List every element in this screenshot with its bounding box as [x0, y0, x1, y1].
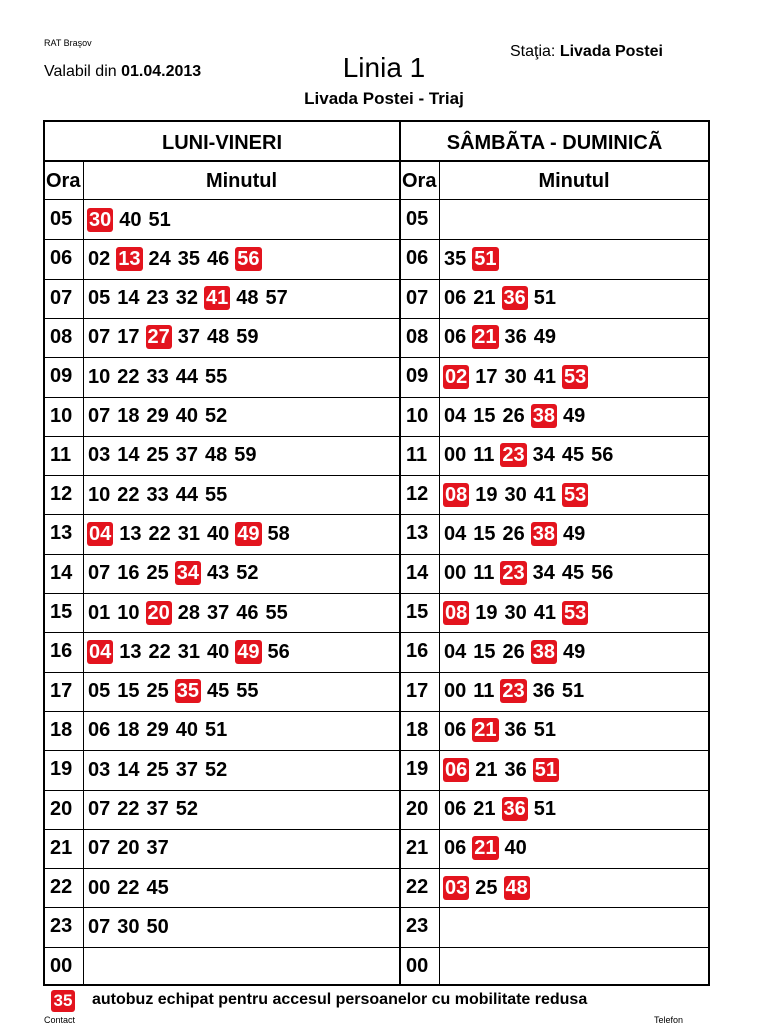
departure-minute-accessible: 21 — [474, 837, 497, 860]
minutes-cell — [440, 397, 708, 436]
departure-minute-accessible: 21 — [474, 719, 497, 742]
day-header-weekend: SÂMBÃTA - DUMINICÃ — [446, 132, 663, 154]
hour-cell: 11 — [50, 443, 72, 466]
hour-cell: 00 — [50, 954, 73, 977]
departure-minute-accessible: 13 — [118, 247, 141, 270]
departure-minute: 49 — [533, 326, 556, 349]
departure-minute-accessible: 53 — [564, 483, 587, 506]
departure-minute: 48 — [207, 326, 230, 349]
hour-cell: 06 — [50, 247, 73, 270]
hour-cell: 16 — [50, 640, 73, 663]
minute-column-header: Minutul — [205, 170, 278, 192]
departure-minute: 21 — [473, 798, 496, 820]
hour-cell: 00 — [406, 954, 429, 977]
departure-minute: 03 — [88, 444, 111, 467]
departure-minute: 11 — [473, 444, 495, 467]
departure-minute: 46 — [207, 247, 230, 270]
departure-minute: 51 — [148, 208, 171, 231]
departure-minute: 23 — [146, 287, 169, 310]
departure-minute-accessible: 38 — [532, 640, 555, 663]
minutes-cell — [440, 711, 708, 750]
departure-minute: 45 — [561, 444, 585, 467]
departure-minute: 55 — [265, 601, 288, 624]
hour-cell: 05 — [50, 208, 73, 230]
hour-cell: 05 — [406, 208, 429, 230]
hour-cell: 18 — [50, 718, 73, 741]
hour-cell: 13 — [406, 522, 429, 545]
departure-minute: 40 — [175, 405, 198, 427]
departure-minute: 33 — [146, 483, 169, 506]
departure-minute-accessible: 34 — [176, 562, 199, 585]
minutes-cell — [440, 829, 708, 868]
departure-minute-accessible: 06 — [445, 758, 468, 781]
departure-minute-accessible: 23 — [502, 562, 525, 585]
departure-minute: 14 — [117, 287, 140, 310]
hour-cell: 07 — [50, 286, 73, 309]
minutes-cell — [84, 318, 399, 357]
hour-cell: 19 — [406, 758, 429, 781]
departure-minute: 51 — [533, 798, 556, 820]
minutes-cell — [440, 318, 708, 357]
departure-minute: 18 — [117, 405, 140, 427]
hour-cell: 14 — [50, 561, 73, 584]
departure-minute-accessible: 51 — [474, 247, 497, 270]
departure-minute: 35 — [177, 247, 200, 270]
hour-cell: 14 — [406, 561, 429, 584]
minutes-cell — [440, 632, 708, 671]
minutes-cell — [440, 907, 708, 946]
minutes-cell — [84, 868, 399, 907]
departure-minute: 06 — [88, 719, 111, 742]
departure-minute: 58 — [267, 522, 290, 545]
departure-minute: 22 — [117, 483, 140, 506]
minutes-cell — [440, 947, 708, 986]
departure-minute: 20 — [117, 837, 140, 860]
departure-minute: 35 — [444, 247, 467, 270]
minutes-cell — [84, 475, 399, 514]
departure-minute: 06 — [444, 287, 467, 310]
departure-minute: 19 — [475, 483, 498, 506]
departure-minute: 06 — [444, 719, 467, 742]
hour-cell: 10 — [50, 404, 73, 427]
departure-minute-accessible: 23 — [502, 680, 525, 703]
stop-name: Livada Postei — [559, 43, 663, 60]
departure-minute: 17 — [117, 326, 140, 349]
minute-column-header: Minutul — [538, 170, 610, 192]
hour-cell: 21 — [50, 836, 73, 859]
departure-minute: 44 — [175, 365, 198, 388]
departure-minute: 29 — [146, 719, 169, 742]
departure-minute-accessible: 36 — [503, 287, 526, 310]
departure-minute: 40 — [119, 208, 142, 231]
minutes-cell — [440, 868, 708, 907]
departure-minute: 25 — [146, 758, 169, 781]
validity-date: 01.04.2013 — [121, 63, 202, 80]
stop-line — [510, 43, 663, 61]
hour-cell: 10 — [406, 404, 429, 427]
minutes-cell — [84, 239, 399, 278]
hour-cell: 20 — [50, 797, 73, 820]
departure-minute-accessible: 49 — [237, 640, 260, 663]
departure-minute-accessible: 38 — [532, 405, 555, 427]
minutes-cell — [84, 947, 399, 986]
departure-minute: 07 — [88, 562, 111, 585]
minutes-cell — [440, 200, 708, 239]
departure-minute: 24 — [148, 247, 171, 270]
minutes-cell — [440, 239, 708, 278]
departure-minute: 30 — [117, 915, 140, 938]
departure-minute: 07 — [88, 326, 111, 349]
hour-cell: 08 — [50, 325, 73, 348]
hour-cell: 12 — [50, 483, 73, 506]
departure-minute: 33 — [146, 365, 169, 388]
departure-minute-accessible: 53 — [564, 365, 587, 388]
departure-minute: 49 — [563, 640, 586, 663]
departure-minute: 41 — [533, 365, 556, 388]
minutes-cell — [440, 357, 708, 396]
departure-minute: 17 — [475, 365, 498, 388]
departure-minute: 37 — [207, 601, 230, 624]
departure-minute: 52 — [175, 798, 198, 820]
departure-minute-accessible: 38 — [532, 522, 555, 545]
minutes-cell — [84, 357, 399, 396]
departure-minute: 36 — [532, 680, 555, 703]
hour-cell: 18 — [406, 718, 429, 741]
minutes-cell — [84, 672, 399, 711]
departure-minute: 06 — [444, 837, 467, 860]
departure-minute-accessible: 27 — [147, 326, 170, 349]
departure-minute: 51 — [205, 719, 228, 742]
hour-cell: 07 — [406, 286, 429, 309]
minutes-cell — [84, 907, 399, 946]
departure-minute: 15 — [117, 680, 140, 703]
line-title: Linia 1 — [342, 52, 426, 83]
departure-minute: 32 — [175, 287, 198, 310]
footer-phone: Telefon — [654, 1015, 684, 1025]
departure-minute: 28 — [177, 601, 200, 624]
departure-minute-accessible: 48 — [505, 876, 528, 899]
departure-minute: 51 — [561, 680, 585, 703]
departure-minute: 21 — [473, 287, 496, 310]
departure-minute: 22 — [117, 365, 140, 388]
departure-minute: 56 — [267, 640, 290, 663]
departure-minute: 16 — [117, 562, 140, 585]
departure-minute: 41 — [533, 601, 556, 624]
departure-minute: 45 — [207, 680, 230, 703]
departure-minute: 10 — [117, 601, 140, 624]
departure-minute: 15 — [473, 640, 496, 663]
timetable-grid — [43, 120, 710, 986]
departure-minute-accessible: 04 — [89, 522, 112, 545]
departure-minute: 50 — [146, 915, 169, 938]
departure-minute: 43 — [207, 562, 230, 585]
departure-minute: 25 — [146, 444, 169, 467]
departure-minute: 15 — [473, 405, 496, 427]
departure-minute: 00 — [444, 562, 467, 585]
departure-minute: 26 — [502, 640, 525, 663]
departure-minute: 22 — [148, 640, 171, 663]
hour-cell: 15 — [406, 601, 429, 623]
departure-minute: 00 — [88, 876, 111, 899]
minutes-cell — [84, 279, 399, 318]
departure-minute: 15 — [473, 522, 496, 545]
hour-cell: 06 — [406, 247, 429, 270]
hour-column-header: Ora — [402, 170, 437, 192]
departure-minute: 05 — [88, 287, 111, 310]
departure-minute: 14 — [117, 444, 140, 467]
departure-minute: 57 — [265, 287, 288, 310]
departure-minute: 30 — [504, 483, 527, 506]
legend-text: autobuz echipat pentru accesul persoanelor cu mobilitate redusa — [92, 991, 588, 1008]
departure-minute: 40 — [207, 640, 230, 663]
minutes-cell — [440, 436, 708, 475]
departure-minute-accessible: 51 — [534, 758, 557, 781]
departure-minute: 05 — [88, 680, 111, 703]
minutes-cell — [84, 790, 399, 829]
hour-cell: 09 — [50, 365, 73, 388]
departure-minute: 13 — [119, 522, 142, 545]
departure-minute: 59 — [236, 326, 259, 349]
departure-minute: 26 — [502, 522, 525, 545]
hour-cell: 23 — [50, 915, 73, 938]
departure-minute: 41 — [533, 483, 556, 506]
departure-minute: 37 — [177, 326, 200, 349]
departure-minute-accessible: 23 — [502, 444, 525, 467]
departure-minute: 40 — [504, 837, 527, 860]
minutes-cell — [84, 436, 399, 475]
minutes-cell — [84, 829, 399, 868]
legend-accessible-badge: 35 — [51, 990, 75, 1012]
departure-minute-accessible: 56 — [237, 247, 260, 270]
departure-minute: 59 — [234, 444, 257, 467]
departure-minute: 46 — [236, 601, 259, 624]
departure-minute: 04 — [444, 522, 467, 545]
departure-minute: 04 — [444, 640, 467, 663]
departure-minute-accessible: 36 — [503, 798, 526, 820]
hour-cell: 08 — [406, 325, 429, 348]
hour-cell: 22 — [406, 876, 429, 899]
departure-minute: 56 — [591, 562, 614, 585]
stop-label: Staţia: — [510, 43, 560, 60]
departure-minute: 37 — [175, 758, 198, 781]
validity-prefix: Valabil din — [44, 63, 122, 80]
departure-minute: 07 — [88, 837, 111, 860]
departure-minute: 10 — [88, 483, 111, 506]
departure-minute: 10 — [88, 365, 111, 388]
departure-minute: 14 — [117, 758, 140, 781]
departure-minute: 49 — [563, 522, 586, 545]
minutes-cell — [84, 397, 399, 436]
departure-minute: 55 — [205, 365, 228, 388]
departure-minute: 19 — [475, 601, 498, 624]
hour-cell: 19 — [50, 758, 73, 781]
departure-minute: 49 — [563, 405, 586, 427]
minutes-cell — [84, 593, 399, 632]
minutes-cell — [84, 632, 399, 671]
departure-minute: 37 — [175, 444, 198, 467]
departure-minute: 25 — [475, 876, 498, 899]
departure-minute-accessible: 35 — [176, 680, 199, 703]
departure-minute: 25 — [146, 680, 169, 703]
minutes-cell — [440, 672, 708, 711]
departure-minute-accessible: 02 — [445, 365, 468, 388]
organization-name: RAT Braşov — [44, 38, 92, 48]
hour-cell: 17 — [50, 679, 73, 702]
minutes-cell — [440, 279, 708, 318]
minutes-cell — [440, 475, 708, 514]
hour-column-header: Ora — [46, 170, 81, 192]
departure-minute: 00 — [444, 444, 467, 467]
departure-minute-accessible: 08 — [445, 483, 468, 506]
minutes-cell — [84, 514, 399, 553]
departure-minute: 31 — [177, 640, 200, 663]
departure-minute-accessible: 04 — [89, 640, 112, 663]
departure-minute: 25 — [146, 562, 169, 585]
departure-minute: 45 — [561, 562, 585, 585]
hour-cell: 17 — [406, 679, 429, 702]
departure-minute-accessible: 08 — [445, 601, 468, 624]
departure-minute: 13 — [119, 640, 142, 663]
departure-minute: 01 — [88, 601, 111, 624]
departure-minute: 34 — [532, 562, 555, 585]
departure-minute: 11 — [473, 680, 495, 703]
minutes-cell — [440, 790, 708, 829]
hour-cell: 09 — [406, 365, 429, 388]
departure-minute: 40 — [175, 719, 198, 742]
departure-minute: 45 — [146, 876, 169, 899]
departure-minute: 51 — [533, 719, 556, 742]
departure-minute-accessible: 03 — [445, 876, 468, 899]
minutes-cell — [84, 711, 399, 750]
minutes-cell — [84, 554, 399, 593]
route-name: Livada Postei - Triaj — [304, 89, 464, 108]
hour-cell: 20 — [406, 797, 429, 820]
departure-minute: 11 — [473, 562, 495, 585]
departure-minute: 52 — [236, 562, 259, 585]
departure-minute: 48 — [205, 444, 228, 467]
minutes-cell — [440, 593, 708, 632]
departure-minute-accessible: 21 — [474, 326, 497, 349]
departure-minute: 30 — [504, 601, 527, 624]
departure-minute: 55 — [236, 680, 259, 703]
minutes-cell — [84, 750, 399, 789]
departure-minute: 06 — [444, 798, 467, 820]
departure-minute: 22 — [117, 798, 140, 820]
departure-minute: 44 — [175, 483, 198, 506]
departure-minute: 22 — [117, 876, 140, 899]
departure-minute: 22 — [148, 522, 171, 545]
departure-minute: 36 — [504, 758, 527, 781]
departure-minute: 21 — [475, 758, 498, 781]
hour-cell: 13 — [50, 522, 73, 545]
departure-minute: 52 — [205, 405, 228, 427]
departure-minute-accessible: 30 — [89, 208, 112, 231]
minutes-cell — [440, 514, 708, 553]
departure-minute-accessible: 41 — [206, 287, 229, 310]
day-header-weekdays: LUNI-VINERI — [162, 132, 282, 154]
hour-cell: 11 — [406, 443, 428, 466]
departure-minute: 36 — [504, 719, 527, 742]
hour-cell: 15 — [50, 601, 73, 623]
departure-minute-accessible: 53 — [564, 601, 587, 624]
departure-minute: 36 — [504, 326, 527, 349]
hour-cell: 16 — [406, 640, 429, 663]
departure-minute: 03 — [88, 758, 111, 781]
departure-minute-accessible: 49 — [237, 522, 260, 545]
departure-minute: 31 — [177, 522, 200, 545]
departure-minute: 07 — [88, 915, 111, 938]
departure-minute: 00 — [444, 680, 467, 703]
departure-minute: 37 — [146, 837, 169, 860]
departure-minute: 18 — [117, 719, 140, 742]
departure-minute: 52 — [205, 758, 228, 781]
departure-minute: 30 — [504, 365, 527, 388]
departure-minute: 04 — [444, 405, 467, 427]
departure-minute: 51 — [533, 287, 556, 310]
minutes-cell — [440, 750, 708, 789]
hour-cell: 23 — [406, 915, 429, 938]
departure-minute: 06 — [444, 326, 467, 349]
departure-minute: 37 — [146, 798, 169, 820]
departure-minute: 55 — [205, 483, 228, 506]
departure-minute: 07 — [88, 798, 111, 820]
departure-minute: 40 — [207, 522, 230, 545]
departure-minute: 02 — [88, 247, 111, 270]
departure-minute: 29 — [146, 405, 169, 427]
departure-minute: 48 — [236, 287, 259, 310]
departure-minute: 34 — [532, 444, 555, 467]
departure-minute: 07 — [88, 405, 111, 427]
hour-cell: 22 — [50, 876, 73, 899]
departure-minute: 56 — [591, 444, 614, 467]
hour-cell: 21 — [406, 836, 429, 859]
hour-cell: 12 — [406, 483, 429, 506]
footer-contact: Contact — [44, 1015, 76, 1025]
departure-minute: 26 — [502, 405, 525, 427]
minutes-cell — [84, 200, 399, 239]
minutes-cell — [440, 554, 708, 593]
departure-minute-accessible: 20 — [147, 601, 170, 624]
